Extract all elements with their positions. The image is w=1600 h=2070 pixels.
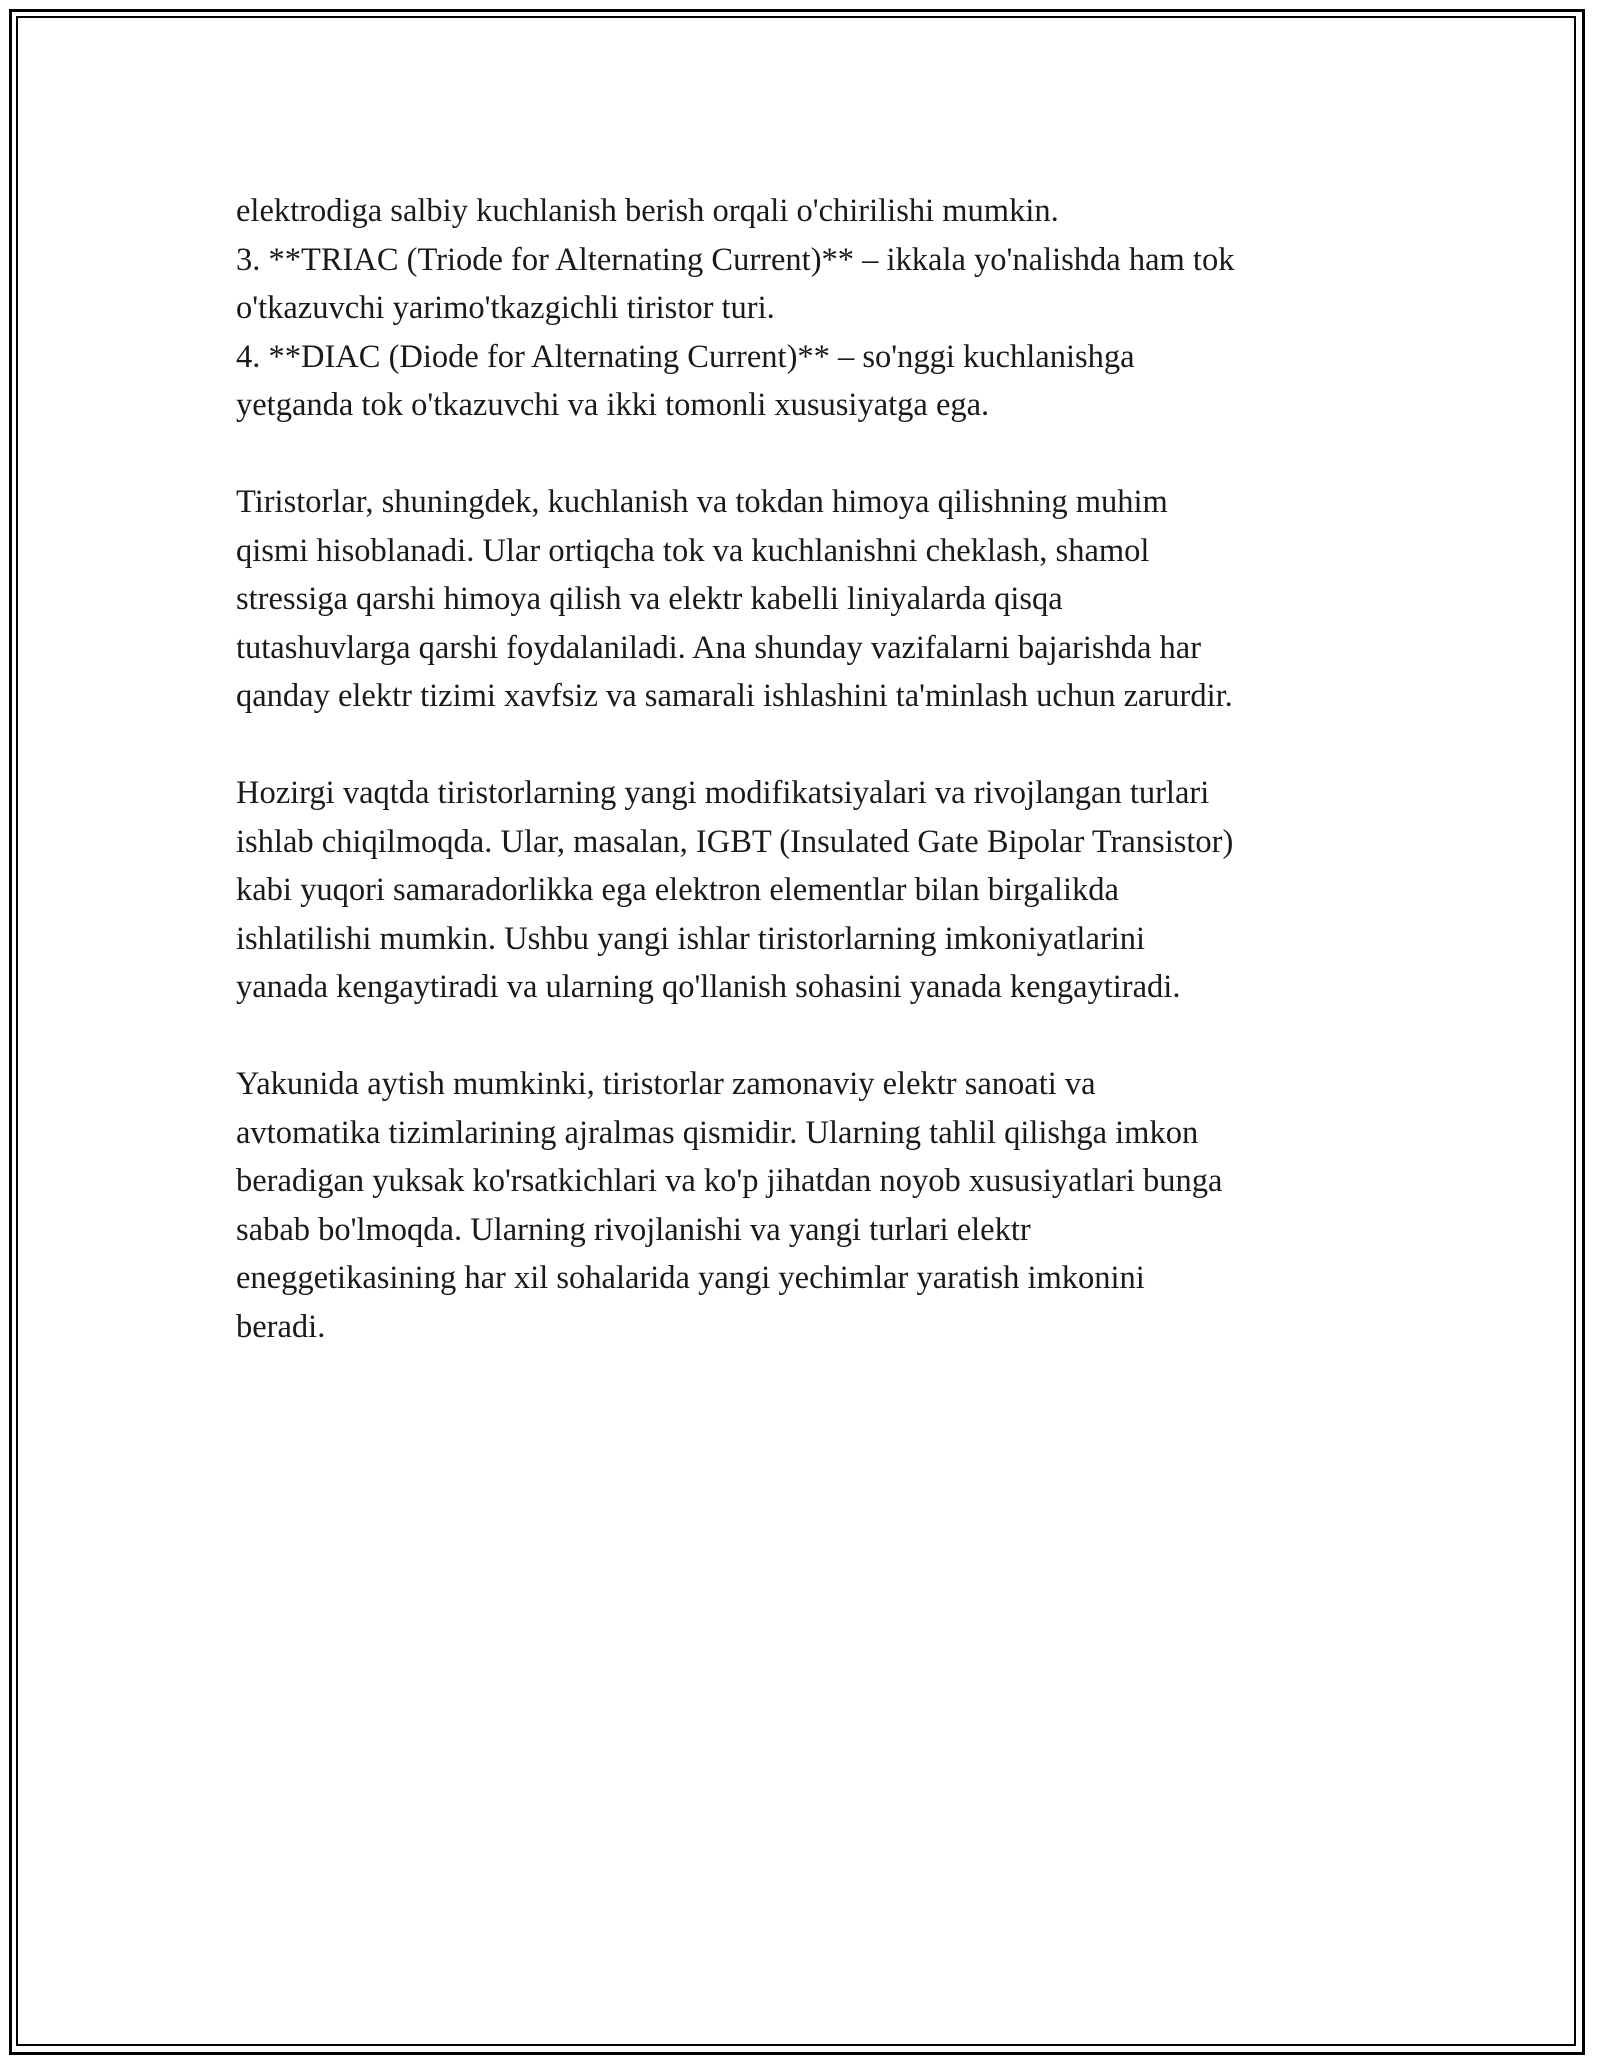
text-line: beradigan yuksak ko'rsatkichlari va ko'p jihatdan noyob xususiyatlari bunga xyxy=(236,1163,1223,1199)
text-line: yanada kengaytiradi va ularning qo'llanish sohasini yanada kengaytiradi. xyxy=(236,969,1181,1005)
text-line: ishlatilishi mumkin. Ushbu yangi ishlar tiristorlarning imkoniyatlarini xyxy=(236,920,1146,957)
text-line: Hozirgi vaqtda tiristorlarning yangi modifikatsiyalari va rivojlangan turlari xyxy=(236,775,1210,811)
paragraph-gap xyxy=(236,721,1416,770)
text-line: tutashuvlarga qarshi foydalaniladi. Ana shunday vazifalarni bajarishda har xyxy=(236,629,1202,666)
document-body xyxy=(236,187,1416,1351)
text-line: Tiristorlar, shuningdek, kuchlanish va tokdan himoya qilishning muhim xyxy=(236,484,1168,520)
list-item-diac: 4. **DIAC (Diode for Alternating Current)** – so'nggi kuchlanishga xyxy=(236,338,1135,375)
text-line: avtomatika tizimlarining ajralmas qismidir. Ularning tahlil qilishga imkon xyxy=(236,1114,1199,1151)
text-line: qismi hisoblanadi. Ular ortiqcha tok va kuchlanishni cheklash, shamol xyxy=(236,532,1150,569)
text-line: qanday elektr tizimi xavfsiz va samarali ishlashini ta'minlash uchun zarurdir. xyxy=(236,678,1233,714)
paragraph-protection xyxy=(236,478,1416,721)
text-line: kabi yuqori samaradorlikka ega elektron elementlar bilan birgalikda xyxy=(236,872,1119,908)
paragraph-gap xyxy=(236,1012,1416,1061)
text-line: ishlab chiqilmoqda. Ular, masalan, IGBT (Insulated Gate Bipolar Transistor) xyxy=(236,823,1234,860)
text-line: elektrodiga salbiy kuchlanish berish orqali o'chirilishi mumkin. xyxy=(236,193,1059,229)
text-line: yetganda tok o'tkazuvchi va ikki tomonli xususiyatga ega. xyxy=(236,387,990,423)
text-line: Yakunida aytish mumkinki, tiristorlar zamonaviy elektr sanoati va xyxy=(236,1066,1096,1102)
text-line: o'tkazuvchi yarimo'tkazgichli tiristor turi. xyxy=(236,290,775,326)
paragraph-conclusion xyxy=(236,1060,1416,1351)
text-line: stressiga qarshi himoya qilish va elektr kabelli liniyalarda qisqa xyxy=(236,581,1063,617)
text-line: sabab bo'lmoqda. Ularning rivojlanishi va yangi turlari elektr xyxy=(236,1211,1031,1248)
text-line: beradi. xyxy=(236,1308,326,1345)
paragraph-modifications xyxy=(236,769,1416,1012)
text-line: eneggetikasining har xil sohalarida yangi yechimlar yaratish imkonini xyxy=(236,1260,1145,1296)
paragraph-list-continuation xyxy=(236,187,1416,430)
paragraph-gap xyxy=(236,430,1416,479)
list-item-triac: 3. **TRIAC (Triode for Alternating Current)** – ikkala yo'nalishda ham tok xyxy=(236,241,1235,278)
